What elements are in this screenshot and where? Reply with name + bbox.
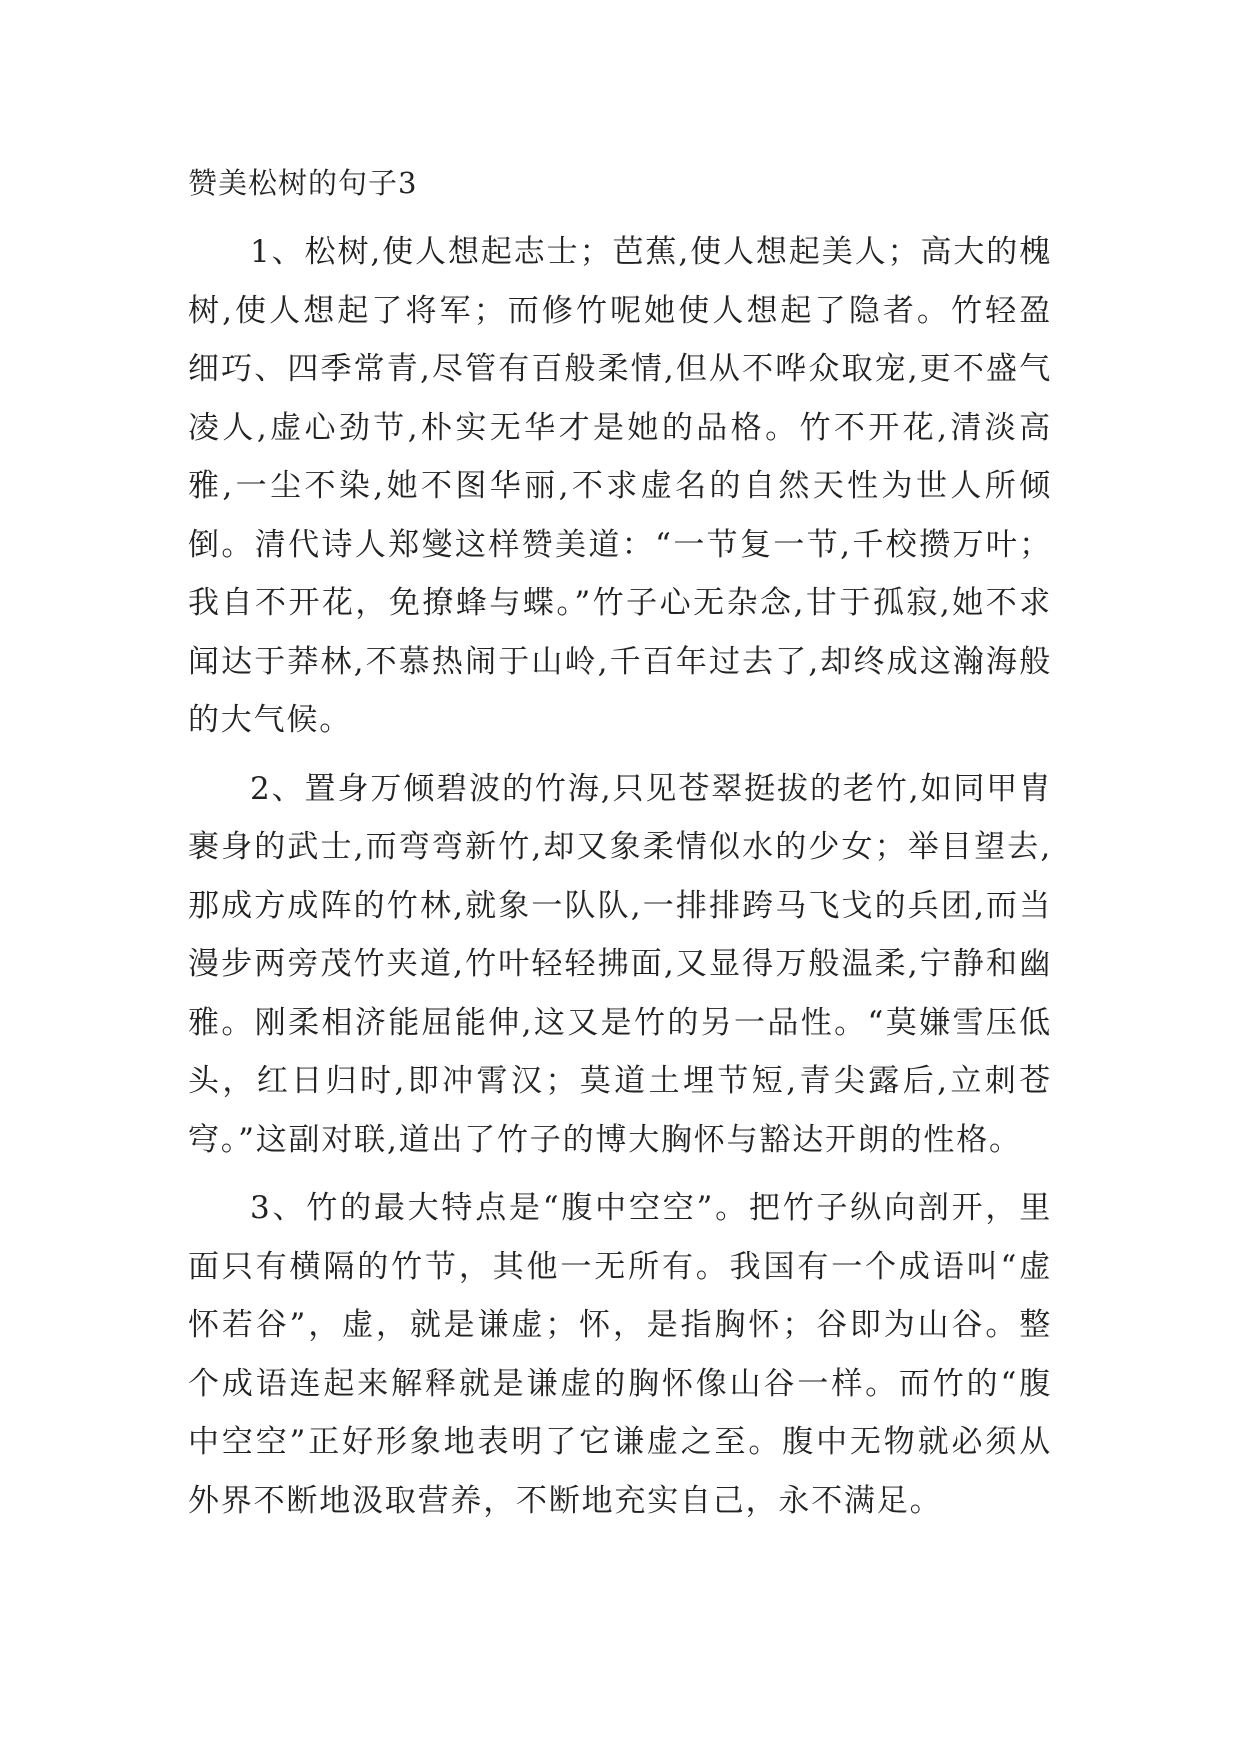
document-body [188, 163, 1052, 1540]
paragraph-3: 3、竹的最大特点是“腹中空空”。把竹子纵向剖开，里面只有横隔的竹节，其他一无所有。我国有一个成语叫“虚怀若谷”，虚，就是谦虚；怀，是指胸怀；谷即为山谷。整个成语连起来解释就是谦虚的胸怀像山谷一样。而竹的“腹中空空”正好形象地表明了它谦虚之至。腹中无物就必须从外界不断地汲取营养，不断地充实自己，永不满足。 [188, 1190, 1052, 1519]
paragraph-1: 1、松树,使人想起志士；芭蕉,使人想起美人；高大的槐树,使人想起了将军；而修竹呢她使人想起了隐者。竹轻盈细巧、四季常青,尽管有百般柔情,但从不哗众取宠,更不盛气凌人,虚心劲节,朴实无华才是她的品格。竹不开花,清淡高雅,一尘不染,她不图华丽,不求虚名的自然天性为世人所倾倒。清代诗人郑燮这样赞美道：“一节复一节,千校攒万叶；我自不开花，免撩蜂与蝶。”竹子心无杂念,甘于孤寂,她不求闻达于莽林,不慕热闹于山岭,千百年过去了,却终成这瀚海般的大气候。 [188, 234, 1052, 738]
document-title: 赞美松树的句子3 [188, 166, 418, 200]
paragraph-2: 2、置身万倾碧波的竹海,只见苍翠挺拔的老竹,如同甲胄裹身的武士,而弯弯新竹,却又象柔情似水的少女；举目望去,那成方成阵的竹林,就象一队队,一排排跨马飞戈的兵团,而当漫步两旁茂竹夹道,竹叶轻轻拂面,又显得万般温柔,宁静和幽雅。刚柔相济能屈能伸,这又是竹的另一品性。“莫嫌雪压低头，红日归时,即冲霄汉；莫道土埋节短,青尖露后,立刺苍穹。”这副对联,道出了竹子的博大胸怀与豁达开朗的性格。 [188, 770, 1052, 1158]
